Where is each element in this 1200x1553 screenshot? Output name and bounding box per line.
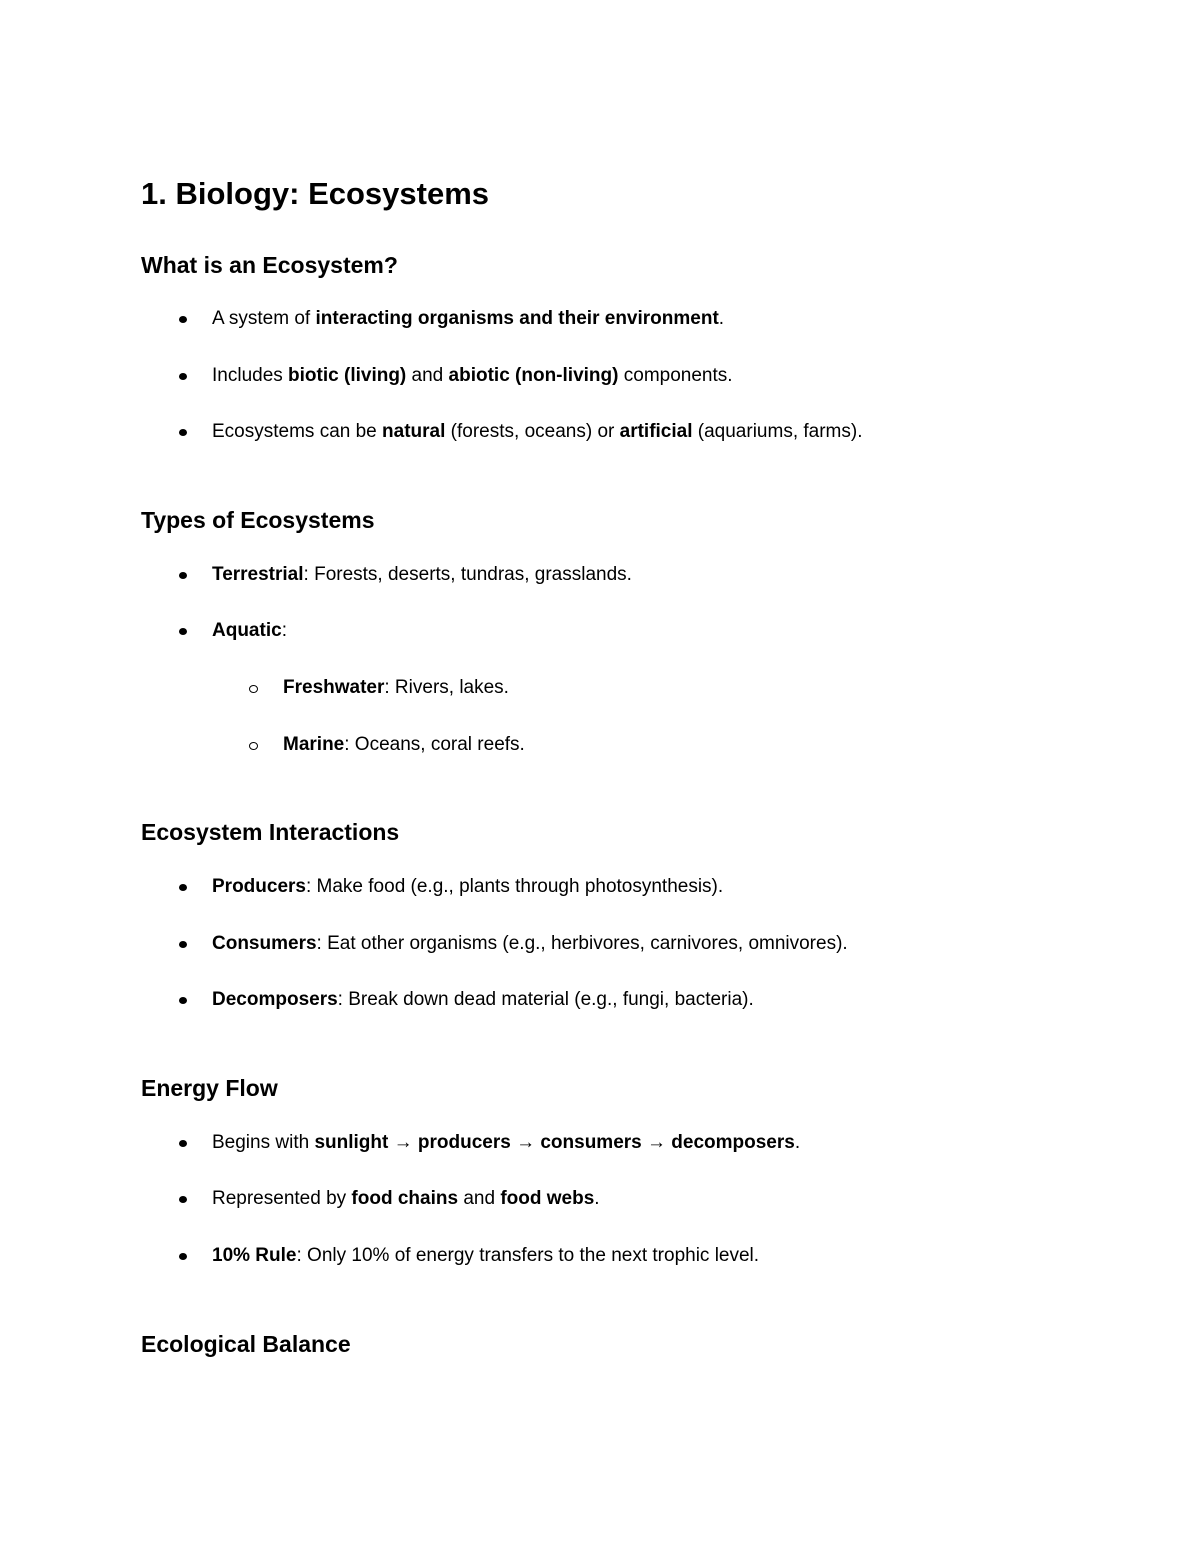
- bullet-disc-icon: [179, 572, 187, 579]
- bullet-disc-icon: [179, 429, 187, 436]
- list-item: Decomposers: Break down dead material (e.g., fungi, bacteria).: [212, 989, 754, 1010]
- list-item: Marine: Oceans, coral reefs.: [283, 734, 525, 755]
- list-item: Begins with sunlight → producers → consumers → decomposers.: [212, 1132, 801, 1153]
- page-title: 1. Biology: Ecosystems: [141, 176, 490, 211]
- bullet-disc-icon: [179, 628, 187, 635]
- bullet-circle-icon: [249, 742, 258, 750]
- section-heading-ecosystem-interactions: Ecosystem Interactions: [141, 819, 400, 845]
- bullet-disc-icon: [179, 1196, 187, 1203]
- list-item: Freshwater: Rivers, lakes.: [283, 677, 509, 698]
- section-heading-energy-flow: Energy Flow: [141, 1075, 278, 1101]
- bullet-disc-icon: [179, 997, 187, 1004]
- section-heading-ecological-balance: Ecological Balance: [141, 1331, 351, 1357]
- list-item: Ecosystems can be natural (forests, oceans) or artificial (aquariums, farms).: [212, 421, 863, 442]
- list-item: Includes biotic (living) and abiotic (non-living) components.: [212, 365, 733, 386]
- list-item: Consumers: Eat other organisms (e.g., herbivores, carnivores, omnivores).: [212, 933, 848, 954]
- bullet-disc-icon: [179, 373, 187, 380]
- bullet-disc-icon: [179, 941, 187, 948]
- bullet-disc-icon: [179, 884, 187, 891]
- bullet-disc-icon: [179, 1140, 187, 1147]
- list-item: Producers: Make food (e.g., plants through photosynthesis).: [212, 876, 724, 897]
- list-item: Terrestrial: Forests, deserts, tundras, grasslands.: [212, 564, 632, 585]
- list-item: Represented by food chains and food webs.: [212, 1188, 600, 1209]
- section-heading-types-of-ecosystems: Types of Ecosystems: [141, 507, 375, 533]
- bullet-circle-icon: [249, 685, 258, 693]
- list-item: Aquatic:: [212, 620, 287, 641]
- list-item: 10% Rule: Only 10% of energy transfers to the next trophic level.: [212, 1245, 760, 1266]
- bullet-disc-icon: [179, 316, 187, 323]
- section-heading-what-is-ecosystem: What is an Ecosystem?: [141, 252, 398, 278]
- bullet-disc-icon: [179, 1253, 187, 1260]
- list-item: A system of interacting organisms and their environment.: [212, 308, 725, 329]
